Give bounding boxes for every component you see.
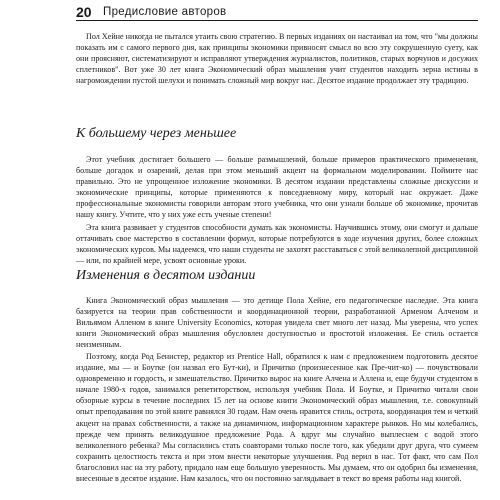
section-heading-tenth-edition-changes: Изменения в десятом издании <box>76 268 256 283</box>
running-head: Предисловие авторов <box>103 6 227 18</box>
paragraph-think-like-economists: Эта книга развивает у студентов способности думать как экономисты. Научившись этому, они смогут и дальше оттачивать свое мастерство в составлении формул, которые потребуются в ходе изучения других, более сложных экономических курсов. Мы надеемся, что наши студенты не захотят расставаться с этой великолепной дисциплиной — или, по крайней мере, усвоят основные уроки. <box>76 223 478 266</box>
page-number: 20 <box>76 4 92 20</box>
paragraph-coauthors: Поэтому, когда Род Бенистер, редактор из Prentice Hall, обратился к нам с предложением подготовить десятое издание, мы — и Боутке (он назвал его Бут-ки), и Причитко (произнесенное как Пре-чит-ко) — почувствовали одновременно и гордость, и замешательство. Причитко вырос на книге Алчена и Аллена и, еще будучи студентом в начале 1980-х годов, занимался репетиторством, используя учебник Пола. И Боутке, и Причитко читали свои обзорные курсы в течение последних 15 лет на основе книги Экономический образ мышления, т.е. совокупный опыт преподавания по этой книге равнялся 30 годам. Нам очень нравится стиль, острота, координация тем и четкий акцент на правах собственности, а также на динамичном, информационном характере рынков. Но мы колебались, прежде чем принять великодушное предложение Рода. А вдруг мы случайно выплеснем с водой этого великолепного ребенка? Мы согласились стать соавторами только после того, как убедили друг друга, что сумеем сохранить целостность текста и при этом внести некоторые улучшения. Род верил в нас. Тот факт, что сам Пол благословил нас на эту работу, придало нам еще большую уверенность. Мы думаем, что он одобрил бы изменения, внесенные в десятое издание. Нам казалось, что он постоянно заглядывает в текст во время работы над книгой. <box>76 352 478 484</box>
paragraph-intro: Пол Хейне никогда не пытался утаить свою стратегию. В первых изданиях он настаивал на том, что "мы должны показать им с самого первого дня, как принципы экономики привносят смысл во всю эту сокрушенную суету, как они проясняют, систематизируют и исправляют утверждения журналистов, политиков, старых ворчунов и досужих сплетников". Вот уже 30 лет книга Экономический образ мышления учит студентов находить зерна истины в нагромождении пустой шелухи и понимать сложный мир вокруг нас. Десятое издание продолжает эту традицию. <box>76 32 478 86</box>
header-rule <box>76 20 478 21</box>
page-header <box>76 4 476 20</box>
paragraph-heine-legacy: Книга Экономический образ мышления — это детище Пола Хейне, его педагогическое наследие. Эта книга базируется на теории прав собственности и координационной теории, разработанной Арменом Алченом и Вильямом Алленом в книге University Economics, которая увидела свет много лет назад. Мы уверены, что успех книги Экономический образ мышления обусловлен доступностью и простотой изложения. Ее стиль остается неизменным. <box>76 296 478 350</box>
paragraph-more-through-less: Этот учебник достигает большего — больше размышлений, больше примеров практического применения, больше догадок и озарений, делая при этом меньший акцент на формальном моделировании. Поймите нас правильно. Это не упрощенное изложение экономики. В десятом издании представлены сложные дискуссии и экономические принципы, которые применяются к повседневному миру, который нас окружает. Даже профессиональные экономисты говорили авторам этого учебника, что они узнали больше об экономике, прочитав нашу книгу. Учтите, что у них уже есть ученые степени! <box>76 155 478 220</box>
section-heading-more-through-less: К большему через меньшее <box>76 126 237 141</box>
